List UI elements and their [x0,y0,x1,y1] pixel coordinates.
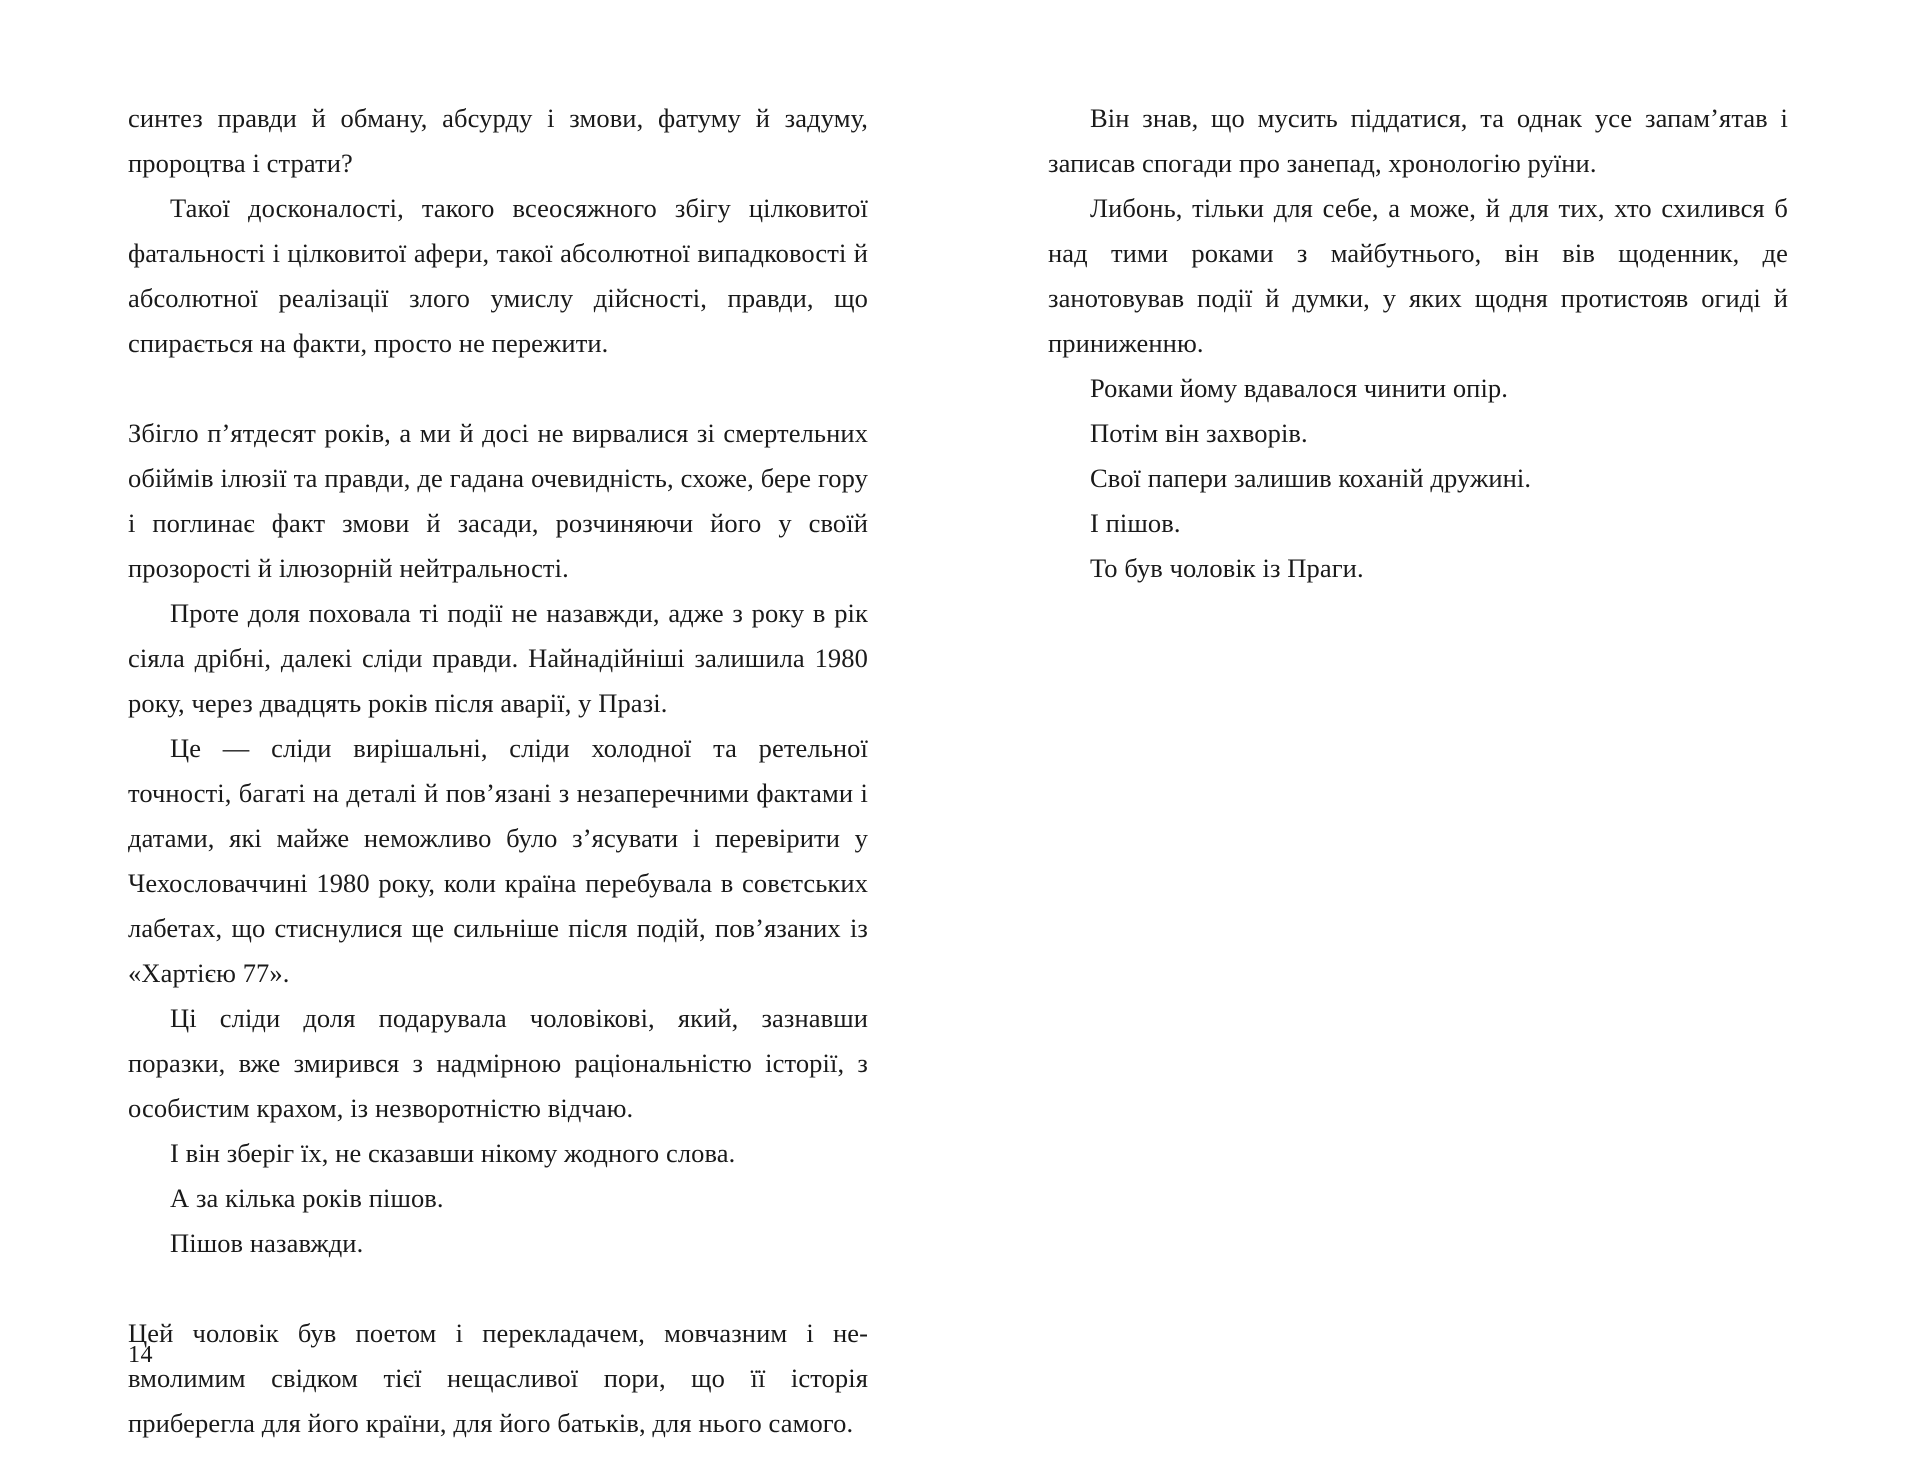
paragraph: Пішов назавжди. [170,1228,364,1258]
paragraph: А за кілька років пішов. [170,1183,444,1213]
paragraph: Либонь, тільки для себе, а може, й для тих, хто схилився б над тими роками з майбутнього, він вів щоденник, де занотовував події й думки, у яких щодня протистояв огиді й приниженню. [1048,193,1788,358]
right-text-column [1048,96,1788,1446]
paragraph: Збігло п’ятдесят років, а ми й досі не вирвалися зі смертельних обіймів ілюзії та правди, де гадана очевидність, схоже, бере гору і поглинає факт змови й засади, розчиняючи його у своїй прозорості й ілюзорній нейтральності. [128,418,868,583]
paragraph: синтез правди й обману, абсурду і змови, фатуму й задуму, пророцтва і страти? [128,103,868,178]
paragraph: Ці сліди доля подарувала чоловікові, який, зазнавши поразки, вже змирився з надмірною раціональністю історії, з особистим крахом, із незворотністю відчаю. [128,1003,868,1123]
paragraph: Цей чоловік був поетом і перекладачем, мовчазним і невмолимим свідком тієї нещасливої пори, що її історія приберегла для його країни, для його батьків, для нього самого. [128,1318,868,1438]
paragraph: І він зберіг їх, не сказавши нікому жодного слова. [170,1138,736,1168]
paragraph: І пішов. [1090,508,1181,538]
paragraph: Свої папери залишив коханій дружині. [1090,463,1532,493]
paragraph: Проте доля поховала ті події не назавжди, адже з року в рік сіяла дрібні, далекі сліди правди. Найнадійніші залишила 1980 року, через двадцять років після аварії, у Празі. [128,598,868,718]
page-number: 14 [128,1342,153,1368]
left-text-column [128,96,868,1446]
paragraph: Такої досконалості, такого всеосяжного збігу цілковитої фатальності і цілковитої афери, такої абсолютної випадковості й абсолютної реалізації злого умислу дійсності, правди, що спирається на факти, просто не пережити. [128,193,868,358]
paragraph: Потім він захворів. [1090,418,1308,448]
paragraph: Роками йому вдавалося чинити опір. [1090,373,1509,403]
paragraph: То був чоловік із Праги. [1090,553,1364,583]
paragraph: Він знав, що мусить піддатися, та однак усе запам’ятав і записав спогади про занепад, хронологію руїни. [1048,103,1788,178]
paragraph: Це — сліди вирішальні, сліди холодної та ретельної точності, багаті на деталі й пов’язані з незаперечними фактами і датами, які майже неможливо було з’ясувати і перевірити у Чехословаччині 1980 року, коли країна перебувала в совєтських лабетах, що стиснулися ще сильніше після подій, пов’язаних із «Хартією 77». [128,733,868,988]
